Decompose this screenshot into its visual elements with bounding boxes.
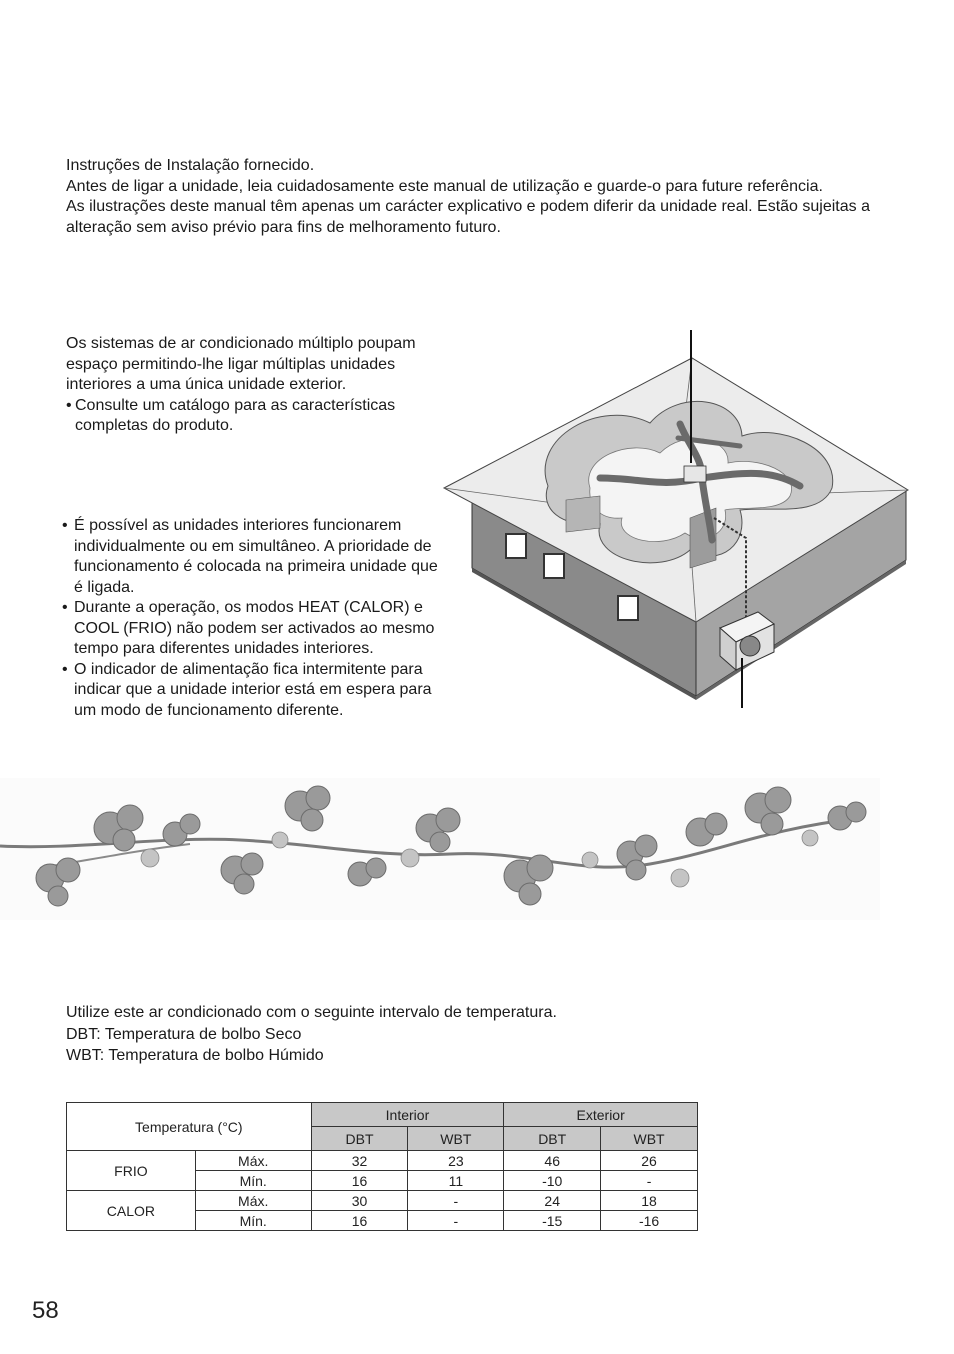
table-header-row bbox=[67, 1103, 698, 1127]
intro-line: Instruções de Instalação fornecido. bbox=[66, 157, 315, 174]
page-number: 58 bbox=[32, 1297, 59, 1324]
table-cell: 18 bbox=[601, 1191, 698, 1211]
multi-system-bullets bbox=[66, 396, 446, 437]
exterior-header: Exterior bbox=[504, 1103, 698, 1127]
table-cell: - bbox=[408, 1191, 504, 1211]
table-cell: -15 bbox=[504, 1211, 601, 1231]
table-cell: - bbox=[601, 1171, 698, 1191]
exterior-wbt-header: WBT bbox=[601, 1127, 698, 1151]
exterior-dbt-header: DBT bbox=[504, 1127, 601, 1151]
interior-wbt-header: WBT bbox=[408, 1127, 504, 1151]
operation-bullet: • Durante a operação, os modos HEAT (CALOR) e COOL (FRIO) não podem ser activados ao mesmo tempo para diferentes unidades interiores. bbox=[62, 598, 442, 660]
table-cell: 23 bbox=[408, 1151, 504, 1171]
multi-system-paragraph: Os sistemas de ar condicionado múltiplo poupam espaço permitindo-lhe ligar múltiplas unidades interiores a uma única unidade exterior. bbox=[66, 335, 416, 393]
min-label: Mín. bbox=[195, 1171, 311, 1191]
max-label: Máx. bbox=[195, 1191, 311, 1211]
frio-label: FRIO bbox=[67, 1151, 196, 1191]
table-corner-header: Temperatura (°C) bbox=[67, 1103, 312, 1151]
dbt-definition: DBT: Temperatura de bolbo Seco bbox=[66, 1025, 302, 1043]
table-row bbox=[67, 1191, 698, 1211]
calor-label: CALOR bbox=[67, 1191, 196, 1231]
operation-bullet: • É possível as unidades interiores funcionarem individualmente ou em simultâneo. A prioridade de funcionamento é colocada na primeira unidade que é ligada. bbox=[62, 516, 442, 598]
table-cell: - bbox=[408, 1211, 504, 1231]
operation-bullets bbox=[62, 516, 442, 721]
temperature-intro-text: Utilize este ar condicionado com o seguinte intervalo de temperatura. bbox=[66, 1004, 557, 1021]
multi-split-house-illustration bbox=[440, 328, 918, 712]
interior-header: Interior bbox=[311, 1103, 504, 1127]
decorative-vine-banner bbox=[0, 778, 880, 920]
table-row bbox=[67, 1151, 698, 1171]
table-cell: 11 bbox=[408, 1171, 504, 1191]
operation-notes bbox=[62, 516, 442, 721]
table-cell: 16 bbox=[311, 1211, 408, 1231]
table-cell: -10 bbox=[504, 1171, 601, 1191]
table-cell: 26 bbox=[601, 1151, 698, 1171]
table-cell: 16 bbox=[311, 1171, 408, 1191]
table-cell: -16 bbox=[601, 1211, 698, 1231]
intro-text bbox=[66, 156, 916, 238]
table-cell: 30 bbox=[311, 1191, 408, 1211]
table-cell: 32 bbox=[311, 1151, 408, 1171]
max-label: Máx. bbox=[195, 1151, 311, 1171]
table-cell: 24 bbox=[504, 1191, 601, 1211]
multi-system-description bbox=[66, 334, 446, 437]
intro-line: Antes de ligar a unidade, leia cuidadosamente este manual de utilização e guarde-o para future referência. bbox=[66, 177, 823, 195]
table-cell: 46 bbox=[504, 1151, 601, 1171]
intro-line: As ilustrações deste manual têm apenas um carácter explicativo e podem diferir da unidade real. Estão sujeitas a alteração sem aviso prévio para fins de melhoramento futuro. bbox=[66, 198, 870, 236]
operation-bullet: • O indicador de alimentação fica intermitente para indicar que a unidade interior está em espera para um modo de funcionamento diferente. bbox=[62, 660, 442, 722]
min-label: Mín. bbox=[195, 1211, 311, 1231]
multi-system-bullet: • Consulte um catálogo para as características completas do produto. bbox=[66, 396, 446, 437]
temperature-range-intro bbox=[66, 1003, 866, 1068]
wbt-definition: WBT: Temperatura de bolbo Húmido bbox=[66, 1047, 324, 1064]
temperature-range-table bbox=[66, 1102, 698, 1231]
interior-dbt-header: DBT bbox=[311, 1127, 408, 1151]
